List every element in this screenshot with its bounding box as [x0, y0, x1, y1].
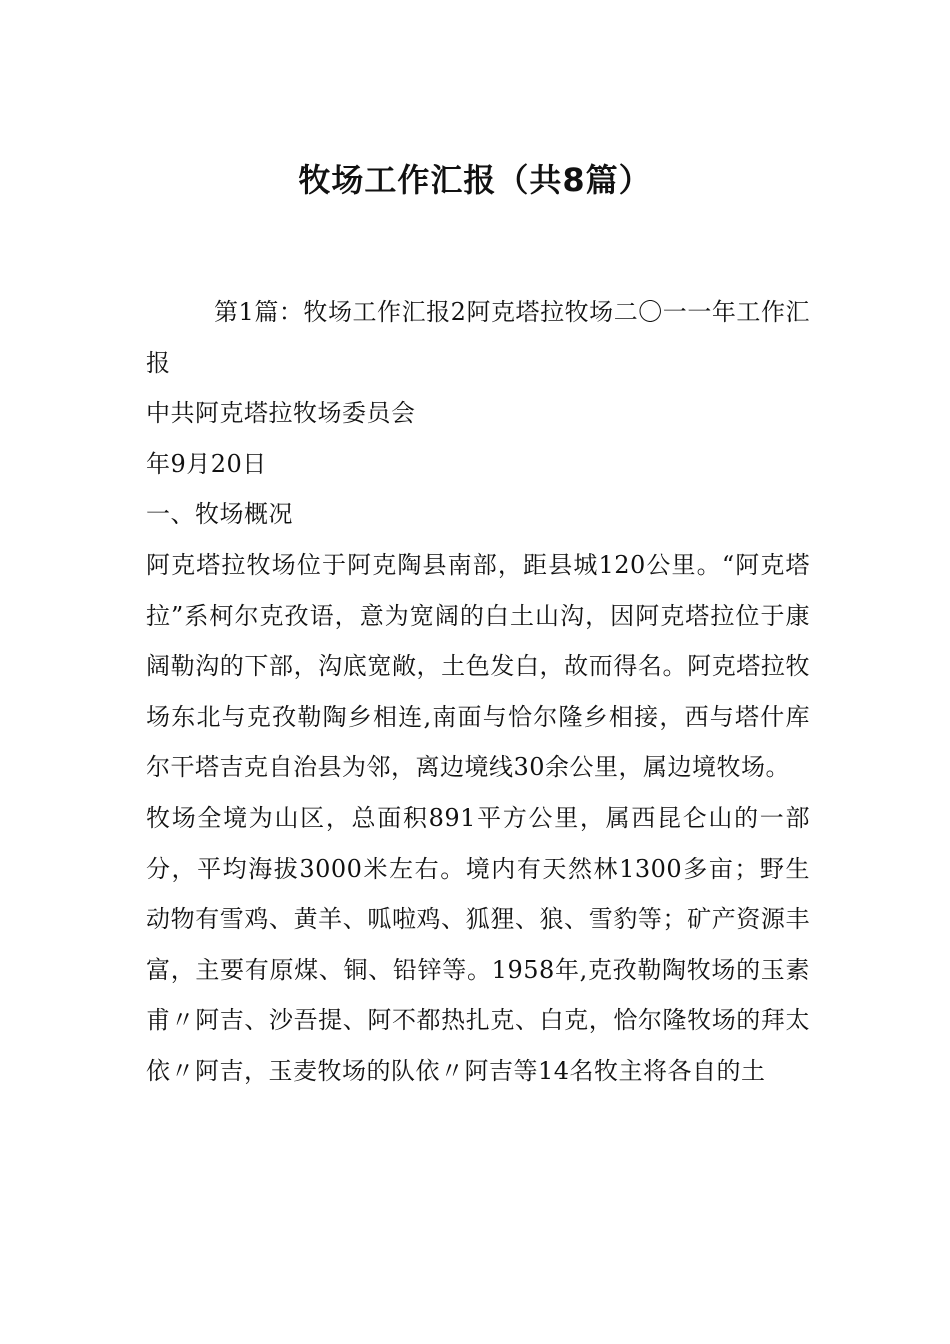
paragraph-issuer: 中共阿克塔拉牧场委员会 [146, 399, 416, 428]
paragraph-date: 年9月20日 [146, 449, 267, 478]
paragraph-heading-line: 第1篇：牧场工作汇报2阿克塔拉牧场二〇一一年工作汇报 [146, 298, 810, 377]
paragraph-geography: 牧场全境为山区，总面积891平方公里，属西昆仑山的一部分，平均海拔3000米左右。境内有天然林1300多亩；野生动物有雪鸡、黄羊、呱啦鸡、狐狸、狼、雪豹等；矿产资源丰富，主要有原煤、铜、铅锌等。1958年,克孜勒陶牧场的玉素甫〃阿吉、沙吾提、阿不都热扎克、白克，恰尔隆牧场的拜太依〃阿吉，玉麦牧场的队依〃阿吉等14名牧主将各自的土 [146, 803, 810, 1085]
document-body [146, 287, 810, 1097]
paragraph-location: 阿克塔拉牧场位于阿克陶县南部，距县城120公里。“阿克塔拉”系柯尔克孜语，意为宽阔的白土山沟，因阿克塔拉位于康阔勒沟的下部，沟底宽敞，土色发白，故而得名。阿克塔拉牧场东北与克孜勒陶乡相连,南面与恰尔隆乡相接，西与塔什库尔干塔吉克自治县为邻，离边境线30余公里，属边境牧场。 [146, 550, 810, 782]
section-heading-overview: 一、牧场概况 [146, 500, 293, 529]
document-title: 牧场工作汇报（共8篇） [298, 161, 652, 199]
